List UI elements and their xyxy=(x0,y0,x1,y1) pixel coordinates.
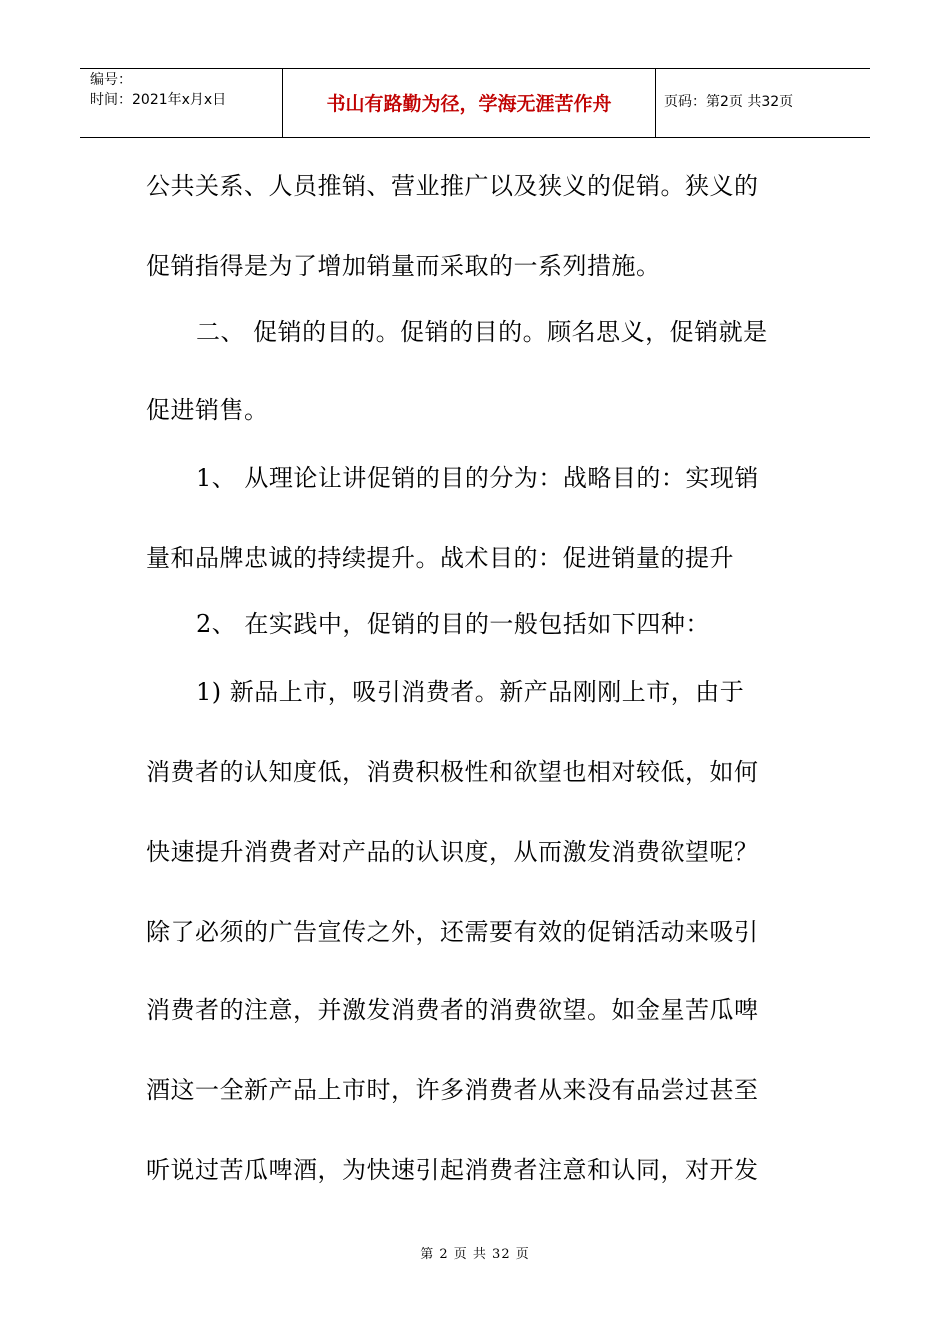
header-page-cell xyxy=(656,69,870,137)
body-line: 公共关系、人员推销、营业推广以及狭义的促销。狭义的 xyxy=(146,172,759,200)
document-time-label: 时间：2021年x月x日 xyxy=(90,92,227,108)
body-line: 酒这一全新产品上市时，许多消费者从来没有品尝过甚至 xyxy=(146,1076,759,1104)
document-number-label: 编号： xyxy=(90,72,132,88)
body-line: 听说过苦瓜啤酒，为快速引起消费者注意和认同，对开发 xyxy=(146,1156,759,1184)
body-line: 促销指得是为了增加销量而采取的一系列措施。 xyxy=(146,252,661,280)
header-motto: 书山有路勤为径，学海无涯苦作舟 xyxy=(326,93,612,115)
header-page-info: 页码：第2页 共32页 xyxy=(664,94,794,110)
body-line: 消费者的认知度低，消费积极性和欲望也相对较低，如何 xyxy=(146,758,759,786)
header-meta-cell xyxy=(80,69,283,137)
body-line: 二、 促销的目的。促销的目的。顾名思义，促销就是 xyxy=(196,318,768,346)
body-line: 量和品牌忠诚的持续提升。战术目的：促进销量的提升 xyxy=(146,544,734,572)
page-footer: 第 2 页 共 32 页 xyxy=(420,1247,530,1262)
body-line: 1、 从理论让讲促销的目的分为：战略目的：实现销 xyxy=(196,464,759,492)
body-line: 快速提升消费者对产品的认识度，从而激发消费欲望呢？ xyxy=(146,838,759,866)
body-line: 除了必须的广告宣传之外，还需要有效的促销活动来吸引 xyxy=(146,918,759,946)
header-motto-cell xyxy=(283,69,656,137)
page-header xyxy=(80,68,870,138)
body-line: 消费者的注意，并激发消费者的消费欲望。如金星苦瓜啤 xyxy=(146,996,759,1024)
body-line: 1) 新品上市，吸引消费者。新产品刚刚上市，由于 xyxy=(196,678,745,706)
body-line: 2、 在实践中，促销的目的一般包括如下四种： xyxy=(196,610,710,638)
body-line: 促进销售。 xyxy=(146,396,269,424)
